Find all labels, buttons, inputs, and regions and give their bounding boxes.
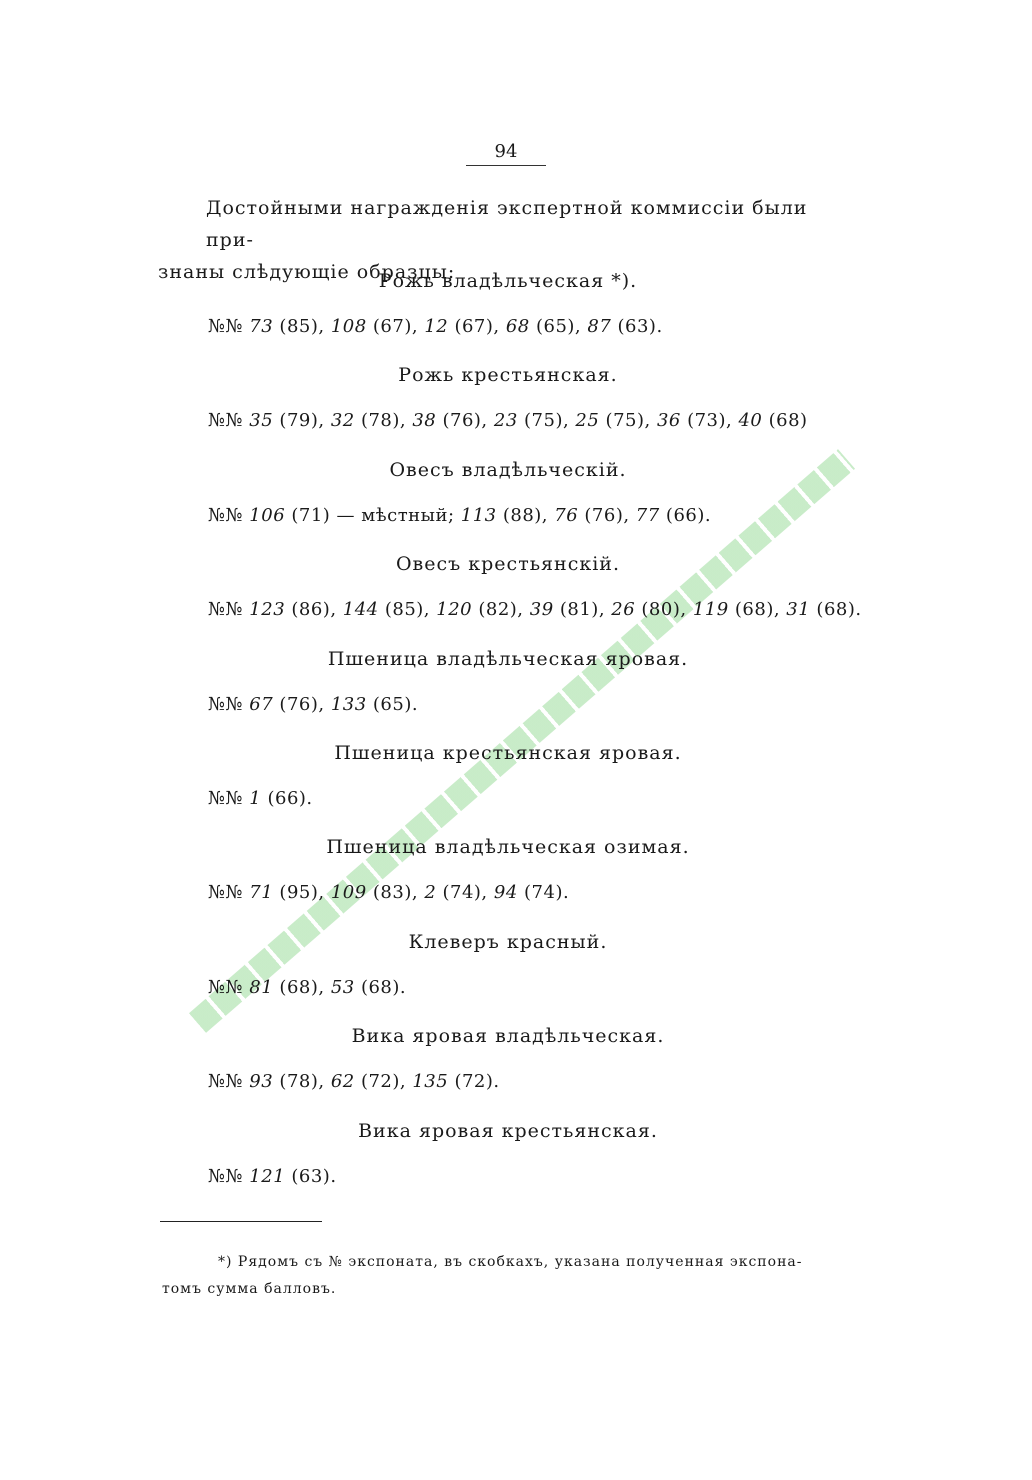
exhibit-number: 119	[692, 599, 729, 620]
exhibit-number: 113	[460, 505, 497, 526]
exhibit-score: (75),	[517, 410, 576, 431]
exhibit-score: (88),	[496, 505, 555, 526]
exhibit-score: (68).	[354, 977, 407, 998]
exhibit-score: (68)	[762, 410, 808, 431]
exhibit-number: 94	[493, 882, 518, 903]
exhibit-number: 77	[635, 505, 660, 526]
exhibit-number: 32	[330, 410, 355, 431]
exhibit-score: (76),	[436, 410, 494, 431]
exhibit-number: 106	[249, 505, 286, 526]
intro-line-2: знаны слѣдующіе образцы:	[158, 261, 456, 283]
exhibit-score: (78),	[354, 410, 413, 431]
exhibit-score: (68),	[728, 599, 787, 620]
exhibit-score: (95),	[273, 882, 331, 903]
exhibit-list-line	[208, 788, 868, 809]
number-sign-prefix: №№	[208, 1166, 250, 1187]
exhibit-number: 53	[330, 977, 355, 998]
exhibit-number: 38	[412, 410, 437, 431]
exhibit-list-line	[208, 977, 868, 998]
section-heading: Овесъ владѣльческій.	[389, 459, 627, 481]
exhibit-score: (76),	[273, 694, 331, 715]
exhibit-number: 109	[330, 882, 367, 903]
exhibit-number: 68	[505, 316, 530, 337]
exhibit-score: (73),	[680, 410, 739, 431]
section-heading: Пшеница владѣльческая озимая.	[326, 836, 690, 858]
exhibit-number: 76	[554, 505, 579, 526]
exhibit-score: (71) — мѣстный;	[285, 505, 461, 526]
exhibit-score: (63).	[611, 316, 663, 337]
number-sign-prefix: №№	[208, 599, 250, 620]
exhibit-score: (83),	[366, 882, 425, 903]
exhibit-score: (82),	[472, 599, 530, 620]
exhibit-list-line	[208, 599, 868, 620]
section-heading: Пшеница владѣльческая яровая.	[327, 648, 689, 670]
number-sign-prefix: №№	[208, 977, 250, 998]
exhibit-score: (67),	[366, 316, 425, 337]
exhibit-score: (74).	[517, 882, 570, 903]
exhibit-number: 144	[342, 599, 379, 620]
exhibit-number: 31	[786, 599, 811, 620]
exhibit-score: (72),	[354, 1071, 413, 1092]
footnote	[162, 1249, 862, 1303]
exhibit-number: 71	[249, 882, 274, 903]
exhibit-score: (79),	[273, 410, 331, 431]
section-heading: Рожь крестьянская.	[398, 364, 618, 386]
footnote-line-2: томъ сумма балловъ.	[162, 1281, 337, 1297]
exhibit-number: 26	[611, 599, 636, 620]
exhibit-score: (74),	[436, 882, 494, 903]
exhibit-score: (72).	[448, 1071, 500, 1092]
exhibit-score: (63).	[285, 1166, 337, 1187]
exhibit-list-line	[208, 410, 868, 431]
exhibit-number: 67	[249, 694, 274, 715]
exhibit-number: 1	[249, 788, 262, 809]
page-number: 94	[494, 141, 518, 162]
exhibit-number: 93	[249, 1071, 274, 1092]
exhibit-score: (66).	[659, 505, 712, 526]
exhibit-number: 135	[412, 1071, 449, 1092]
exhibit-number: 12	[424, 316, 449, 337]
exhibit-number: 23	[493, 410, 518, 431]
exhibit-number: 73	[249, 316, 274, 337]
exhibit-number: 35	[249, 410, 274, 431]
exhibit-score: (75),	[599, 410, 657, 431]
exhibit-score: (67),	[448, 316, 506, 337]
section-heading: Клеверъ красный.	[408, 931, 608, 953]
exhibit-score: (85),	[378, 599, 437, 620]
exhibit-number: 81	[249, 977, 274, 998]
footnote-line-1: *) Рядомъ съ № экспоната, въ скобкахъ, указана полученная экспона-	[218, 1254, 803, 1270]
exhibit-list-line	[208, 1166, 868, 1187]
exhibit-score: (85),	[273, 316, 331, 337]
exhibit-list-line	[208, 694, 868, 715]
exhibit-score: (68).	[810, 599, 862, 620]
exhibit-score: (68),	[273, 977, 331, 998]
number-sign-prefix: №№	[208, 316, 250, 337]
exhibit-score: (81),	[553, 599, 612, 620]
section-heading: Пшеница крестьянская яровая.	[334, 742, 682, 764]
exhibit-list-line	[208, 882, 868, 903]
exhibit-number: 25	[575, 410, 600, 431]
section-heading: Овесъ крестьянскій.	[395, 553, 620, 575]
exhibit-score: (66).	[261, 788, 313, 809]
section-heading: Вика яровая крестьянская.	[358, 1120, 658, 1142]
number-sign-prefix: №№	[208, 788, 250, 809]
exhibit-score: (76),	[578, 505, 636, 526]
exhibit-number: 2	[424, 882, 437, 903]
intro-line-1: Достойными награжденія экспертной коммиссіи были при-	[206, 197, 808, 251]
section-heading: Вика яровая владѣльческая.	[351, 1025, 665, 1047]
footnote-rule	[160, 1221, 322, 1222]
page-number-rule	[466, 165, 546, 166]
number-sign-prefix: №№	[208, 882, 250, 903]
exhibit-score: (65).	[366, 694, 419, 715]
exhibit-number: 62	[330, 1071, 355, 1092]
exhibit-number: 121	[249, 1166, 286, 1187]
exhibit-score: (65),	[529, 316, 588, 337]
section-heading: Рожь владѣльческая *).	[378, 270, 638, 292]
exhibit-list-line	[208, 316, 868, 337]
number-sign-prefix: №№	[208, 505, 250, 526]
exhibit-number: 40	[738, 410, 763, 431]
exhibit-number: 39	[529, 599, 554, 620]
number-sign-prefix: №№	[208, 410, 250, 431]
exhibit-number: 120	[436, 599, 473, 620]
exhibit-score: (78),	[273, 1071, 331, 1092]
exhibit-list-line	[208, 505, 868, 526]
exhibit-list-line	[208, 1071, 868, 1092]
number-sign-prefix: №№	[208, 694, 250, 715]
exhibit-number: 133	[330, 694, 367, 715]
number-sign-prefix: №№	[208, 1071, 250, 1092]
exhibit-number: 36	[656, 410, 681, 431]
exhibit-score: (80),	[635, 599, 693, 620]
exhibit-number: 108	[330, 316, 367, 337]
exhibit-number: 123	[249, 599, 286, 620]
exhibit-score: (86),	[285, 599, 343, 620]
exhibit-number: 87	[587, 316, 612, 337]
